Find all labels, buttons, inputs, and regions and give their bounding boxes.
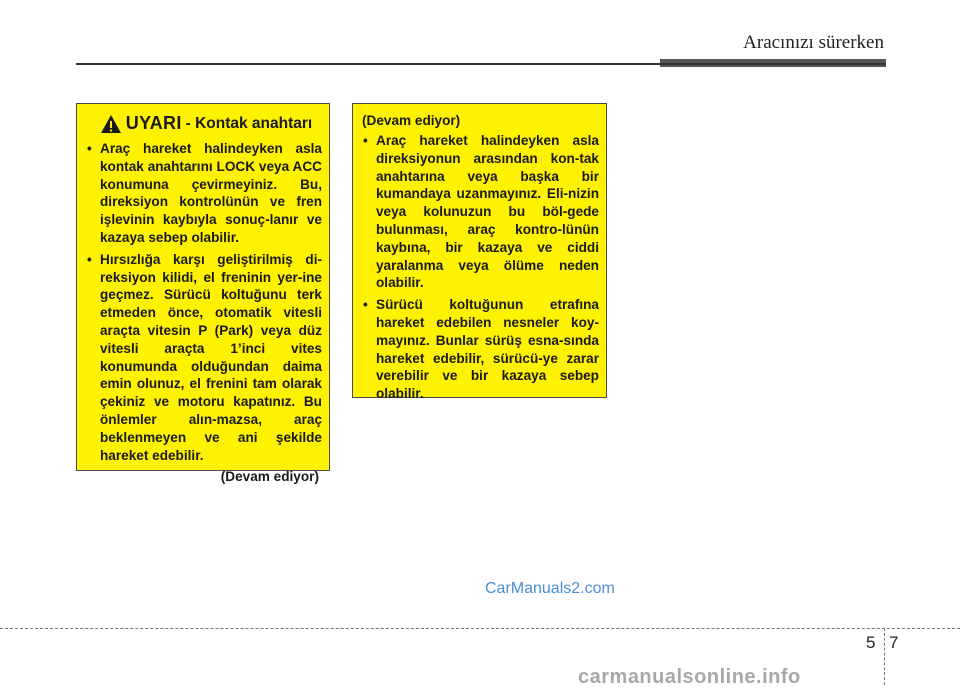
warning-list-right [360,132,599,403]
warning-box-right [352,103,607,402]
list-item-text: Sürücü koltuğunun etrafına hareket edebilen nesneler koy-mayınız. Bunlar sürüş esna-sında hareket edebilir, sürücü-ye zarar verebilir ve bir kazaya sebep olabilir. [376,297,599,402]
list-item-text: Araç hareket halindeyken asla direksiyonun arasından kon-tak anahtarına veya başka bir kumandaya uzanmayınız. Eli-nizin veya kolunuzun bu böl-gede bulunması, araç kontro-lünün kaybına, bir kazaya ve ciddi yaralanma veya ölüme neden olabilir. [376,133,599,291]
chapter-number: 5 [866,633,876,652]
warning-box-left [76,103,330,485]
bullet-dot: • [363,297,368,313]
continued-note: (Devam ediyor) [362,113,461,128]
list-item-text: Araç hareket halindeyken asla kontak anahtarını LOCK veya ACC konumuna çevirmeyiniz. Bu, direksiyon kontrolünün ve fren işlevinin kaybıyla sonuç-lanır ve kazaya sebep olabilir. [100,141,322,245]
bullet-dot: • [87,251,92,267]
continued-note: (Devam ediyor) [220,469,319,485]
list-item [360,296,599,403]
list-item [84,140,322,247]
warning-subject: - Kontak anahtarı [185,114,313,132]
page-number: 7 [889,633,899,652]
footer-divider [0,628,960,629]
site-watermark: carmanualsonline.info [578,666,801,688]
warning-heading [90,113,322,134]
list-item [84,251,322,465]
watermark-link[interactable]: CarManuals2.com [485,580,615,597]
bullet-dot: • [87,141,92,156]
footer-vertical-divider [884,628,885,685]
warning-list-left [84,140,322,464]
list-item [360,132,599,292]
header-rule [76,63,886,65]
section-title: Aracınızı sürerken [743,32,884,53]
list-item-text: Hırsızlığa karşı geliştirilmiş di-reksiyon kilidi, el freninin yer-ine geçmez. Sürücü koltuğunu terk etmeden önce, otomatik vitesli araçta vitesin P (Park) veya düz vitesli araçta 1’inci vites konumunda olduğundan daima emin olunuz, el frenini tam olarak çekiniz ve motoru kapatınız. Bu önlemler alın-mazsa, araç beklenmeyen ve ani şekilde hareket edebilir. [100,251,322,463]
warning-label: UYARI [125,113,182,133]
bullet-dot: • [363,133,368,148]
warning-triangle-icon [100,114,122,134]
